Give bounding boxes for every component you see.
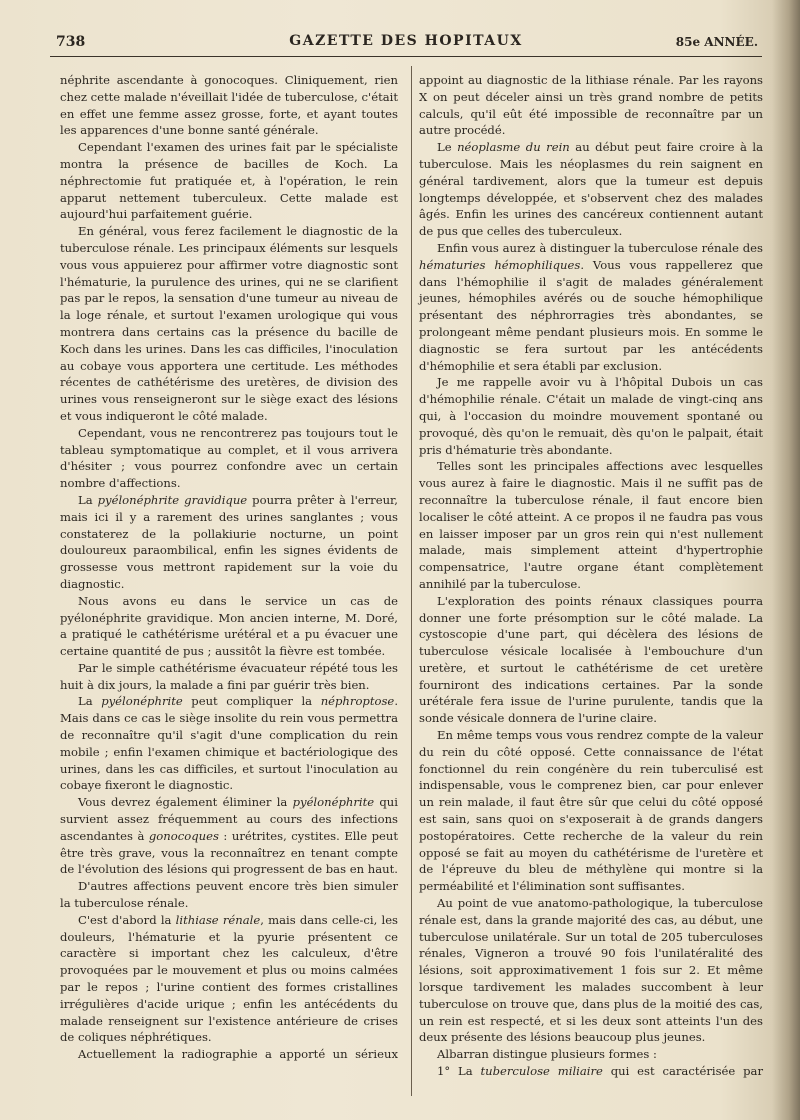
paragraph: Par le simple cathétérisme évacuateur répété tous les huit à dix jours, la malade a fini par guérir très bien.: [60, 660, 398, 692]
page-number: 738: [56, 34, 86, 50]
paragraph: D'autres affections peuvent encore très bien simuler la tuberculose rénale.: [60, 879, 398, 911]
right-column: [419, 72, 763, 1080]
paragraph: 1° La tuberculose miliaire qui est caractérisée par: [437, 1064, 764, 1079]
paragraph: Je me rappelle avoir vu à l'hôpital Dubois un cas d'hémophilie rénale. C'était un malade de vingt-cinq ans qui, à l'occasion du moindre mouvement spontané ou provoqué, dès qu'on le remuait, dès qu'on le palpait, était pris d'hématurie très abondante.: [419, 375, 763, 457]
paragraph: Enfin vous aurez à distinguer la tuberculose rénale des hématuries hémophiliques. Vous vous rappellerez que dans l'hémophilie il s'agit de malades généralement jeunes, hémophiles avérés ou de souche hémophilique présentant des néphrorragies très abondantes, se prolongeant même pendant plusieurs mois. En somme le diagnostic se fera surtout par les antécédents d'hémophilie et sera établi par exclusion.: [419, 240, 763, 373]
page-header: [50, 30, 762, 57]
paragraph: Cependant, vous ne rencontrerez pas toujours tout le tableau symptomatique au complet, et il vous arrivera d'hésiter ; vous pourrez confondre avec un certain nombre d'affections.: [60, 425, 398, 491]
paragraph: La pyélonéphrite gravidique pourra prêter à l'erreur, mais ici il y a rarement des urines sanglantes ; vous constaterez de la pollakiurie nocturne, un point douloureux paraombilical, enfin les signes évidents de grossesse vous mettront rapidement sur la voie du diagnostic.: [60, 492, 398, 591]
paragraph: C'est d'abord la lithiase rénale, mais dans celle-ci, les douleurs, l'hématurie et la pyurie présentent ce caractère si important chez les calculeux, d'être provoquées par le mouvement et plus ou moins calmées par le repos ; l'urine contient des formes cristallines irrégulières d'acide urique ; enfin les antécédents du malade renseignent sur l'existence antérieure de crises de coliques néphrétiques.: [60, 912, 399, 1045]
paragraph: néphrite ascendante à gonocoques. Cliniquement, rien chez cette malade n'éveillait l'idée de tuberculose, c'était en effet une femme assez grosse, forte, et ayant toutes les apparences d'une bonne santé générale.: [60, 73, 399, 138]
paragraph: La pyélonéphrite peut compliquer la néphroptose. Mais dans ce cas le siège insolite du rein vous permettra de reconnaître qu'il s'agit d'une complication du rein mobile ; enfin l'examen chimique et bactériologique des urines, dans les cas difficiles, et surtout l'inoculation au cobaye fixeront le diagnostic.: [60, 694, 398, 793]
paragraph: Albarran distingue plusieurs formes :: [437, 1047, 657, 1062]
paragraph: En général, vous ferez facilement le diagnostic de la tuberculose rénale. Les principaux éléments sur lesquels vous vous appuierez pour affirmer votre diagnostic sont l'hématurie, la purulence des urines, qui ne se clarifient pas par le repos, la sensation d'une tumeur au niveau de la loge rénale, et surtout l'examen urologique qui vous montrera dans certains cas la présence du bacille de Koch dans les urines. Dans les cas difficiles, l'inoculation au cobaye vous apportera une certitude. Les méthodes récentes de cathétérisme des uretères, de division des urines vous renseigneront sur le siège exact des lésions et vous indiqueront le côté malade.: [60, 224, 398, 423]
paragraph: appoint au diagnostic de la lithiase rénale. Par les rayons X on peut déceler ainsi un très grand nombre de petits calculs, qu'il eût été impossible de reconnaître par un autre procédé.: [419, 73, 763, 138]
paragraph: Au point de vue anatomo-pathologique, la tuberculose rénale est, dans la grande majorité des cas, au début, une tuberculose unilatérale. Sur un total de 205 tuberculoses rénales, Vigneron a trouvé 90 fois l'unilatéralité des lésions, soit approximativement 1 fois sur 2. Et même lorsque tardivement les malades succombent à leur tuberculose on trouve que, dans plus de la moitié des cas, un rein est respecté, et si les deux sont atteints l'un des deux présente des lésions beaucoup plus jeunes.: [419, 896, 763, 1045]
page-edge-shadow: [772, 0, 800, 1120]
paragraph: Le néoplasme du rein au début peut faire croire à la tuberculose. Mais les néoplasmes du rein saignent en général tardivement, alors que la tumeur est depuis longtemps développée, et s'observent chez des malades âgés. Enfin les urines des cancéreux contiennent autant de pus que celles des tuberculeux.: [419, 140, 764, 239]
journal-title: GAZETTE DES HOPITAUX: [289, 33, 523, 49]
paragraph: L'exploration des points rénaux classiques pourra donner une forte présomption sur le côté malade. La cystoscopie d'une part, qui décèlera des lésions de tuberculose vésicale localisée à l'embouchure d'un uretère, et surtout le cathétérisme de cet uretère fourniront des indications certaines. Par la sonde urétérale fera issue de l'urine purulente, tandis que la sonde vésicale donnera de l'urine claire.: [419, 593, 763, 726]
paragraph: Actuellement la radiographie a apporté un sérieux: [78, 1047, 398, 1062]
journal-year: 85e ANNÉE.: [675, 35, 758, 49]
left-column: [60, 72, 398, 1063]
column-divider: [411, 66, 412, 1096]
paragraph: Telles sont les principales affections avec lesquelles vous aurez à faire le diagnostic. Mais il ne suffit pas de reconnaître la tuberculose rénale, il faut encore bien localiser le côté atteint. A ce propos il ne faudra pas vous en laisser imposer par un gros rein qui n'est nullement malade, mais simplement atteint d'hypertrophie compensatrice, l'autre organe étant complètement annihilé par la tuberculose.: [419, 459, 763, 591]
paragraph: Nous avons eu dans le service un cas de pyélonéphrite gravidique. Mon ancien interne, M. Doré, a pratiqué le cathétérisme urétéral et a pu évacuer une certaine quantité de pus ; aussitôt la fièvre est tombée.: [60, 593, 398, 659]
paragraph: Vous devrez également éliminer la pyélonéphrite qui survient assez fréquemment au cours des infections ascendantes à gonocoques : urétrites, cystites. Elle peut être très grave, vous la reconnaîtrez en tenant compte de l'évolution des lésions qui progressent de bas en haut.: [60, 795, 398, 877]
paragraph: En même temps vous vous rendrez compte de la valeur du rein du côté opposé. Cette connaissance de l'état fonctionnel du rein congénère du rein tuberculisé est indispensable, vous le comprenez bien, car pour enlever un rein malade, il faut être sûr que celui du côté opposé est sain, sans quoi on s'exposerait à de grands dangers postopératoires. Cette recherche de la valeur du rein opposé se fait au moyen du cathétérisme de l'uretère et de l'épreuve du bleu de méthylène qui montre si la perméabilité et l'élimination sont suffisantes.: [419, 728, 763, 894]
paragraph: Cependant l'examen des urines fait par le spécialiste montra la présence de bacilles de Koch. La néphrectomie fut pratiquée et, à l'opération, le rein apparut nettement tuberculeux. Cette malade est aujourd'hui parfaitement guérie.: [60, 140, 398, 222]
